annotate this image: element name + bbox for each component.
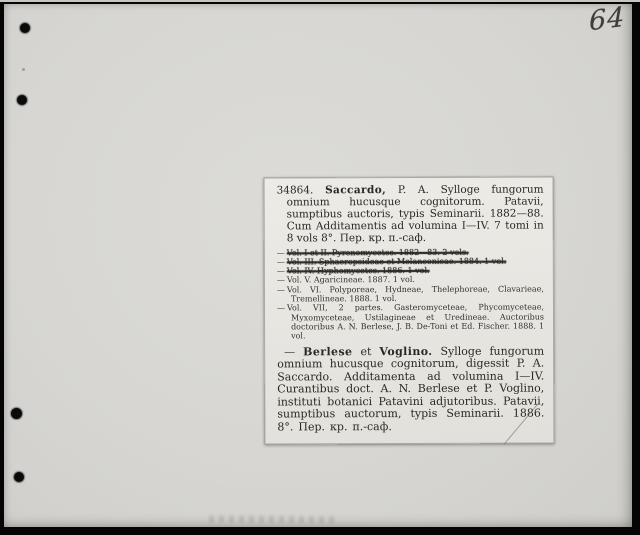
volume-list: [277, 247, 544, 341]
entry-author: Saccardo,: [325, 184, 387, 197]
volume-dash: —: [276, 285, 285, 295]
binder-hole-3: [11, 408, 22, 419]
scan-page: [4, 1, 632, 527]
catalog-entry-saccardo: [277, 185, 544, 245]
entry-author-connector: et: [360, 344, 372, 358]
binder-hole-1: [20, 23, 30, 33]
handwritten-page-number: 64: [588, 1, 626, 38]
ink-speck: [22, 68, 25, 71]
entry-dash: —: [284, 344, 296, 358]
volume-text: Vol. VII, 2 partes. Gasteromyceteae, Phycomyceteae, Myxomyceteae, Ustilagineae et Uredineae. Auctoribus doctoribus A. N. Berlese, J. B. De-Toni et Ed. Fischer. 1888. 1 vol.: [286, 302, 545, 341]
entry-body: Sylloge fungorum omnium hucusque cognitorum, digessit P. A. Saccardo. Additamenta ad volumina I—IV. Curantibus doct. A. N. Berlese et P. Voglino, instituti botanici Patavini adjutoribus. Patavii, sumptibus auctorum, typis Seminarii. 1886. 8°. Пер. кр. п.-саф.: [277, 344, 545, 434]
volume-text: Vol. I et II. Pyrenomycetes. 1882—83. 2 vols.: [286, 247, 469, 257]
volume-dash: —: [276, 275, 285, 285]
entry-body: P. A. Sylloge fungorum omnium hucusque cognitorum. Patavii, sumptibus auctoris, typis Seminarii. 1882—88. Cum Additamentis ad volumina I—IV. 7 tomi in 8 vols 8°. Пер. кр. п.-саф.: [286, 183, 544, 245]
scan-edge-highlight: [0, 0, 640, 2]
entry-author: Voglino.: [379, 344, 433, 358]
binder-hole-4: [14, 472, 24, 482]
volume-item: [277, 284, 544, 304]
entry-author: Berlese: [303, 344, 353, 358]
volume-item: [277, 303, 544, 341]
volume-dash: —: [276, 257, 285, 267]
volume-text: Vol. V. Agaricineae. 1887. 1 vol.: [286, 275, 415, 285]
volume-text: Vol. IV. Hyphomycetes. 1886. 1 vol.: [286, 266, 430, 276]
volume-dash: —: [276, 303, 286, 313]
catalog-entry-berlese-voglino: [277, 345, 544, 434]
volume-text: Vol. VI. Polyporeae, Hydneae, Thelephoreae, Clavarieae, Tremellineae. 1888. 1 vol.: [286, 284, 544, 304]
volume-dash: —: [276, 247, 285, 257]
ink-showthrough-mark: [209, 516, 339, 524]
binder-hole-2: [17, 95, 27, 105]
volume-dash: —: [276, 266, 285, 276]
entry-number: 34864.: [276, 184, 314, 197]
catalog-clipping: [264, 176, 555, 444]
volume-text: Vol. III. Sphaeropsideae et Melanconieae. 1884. 1 vol.: [286, 256, 507, 267]
